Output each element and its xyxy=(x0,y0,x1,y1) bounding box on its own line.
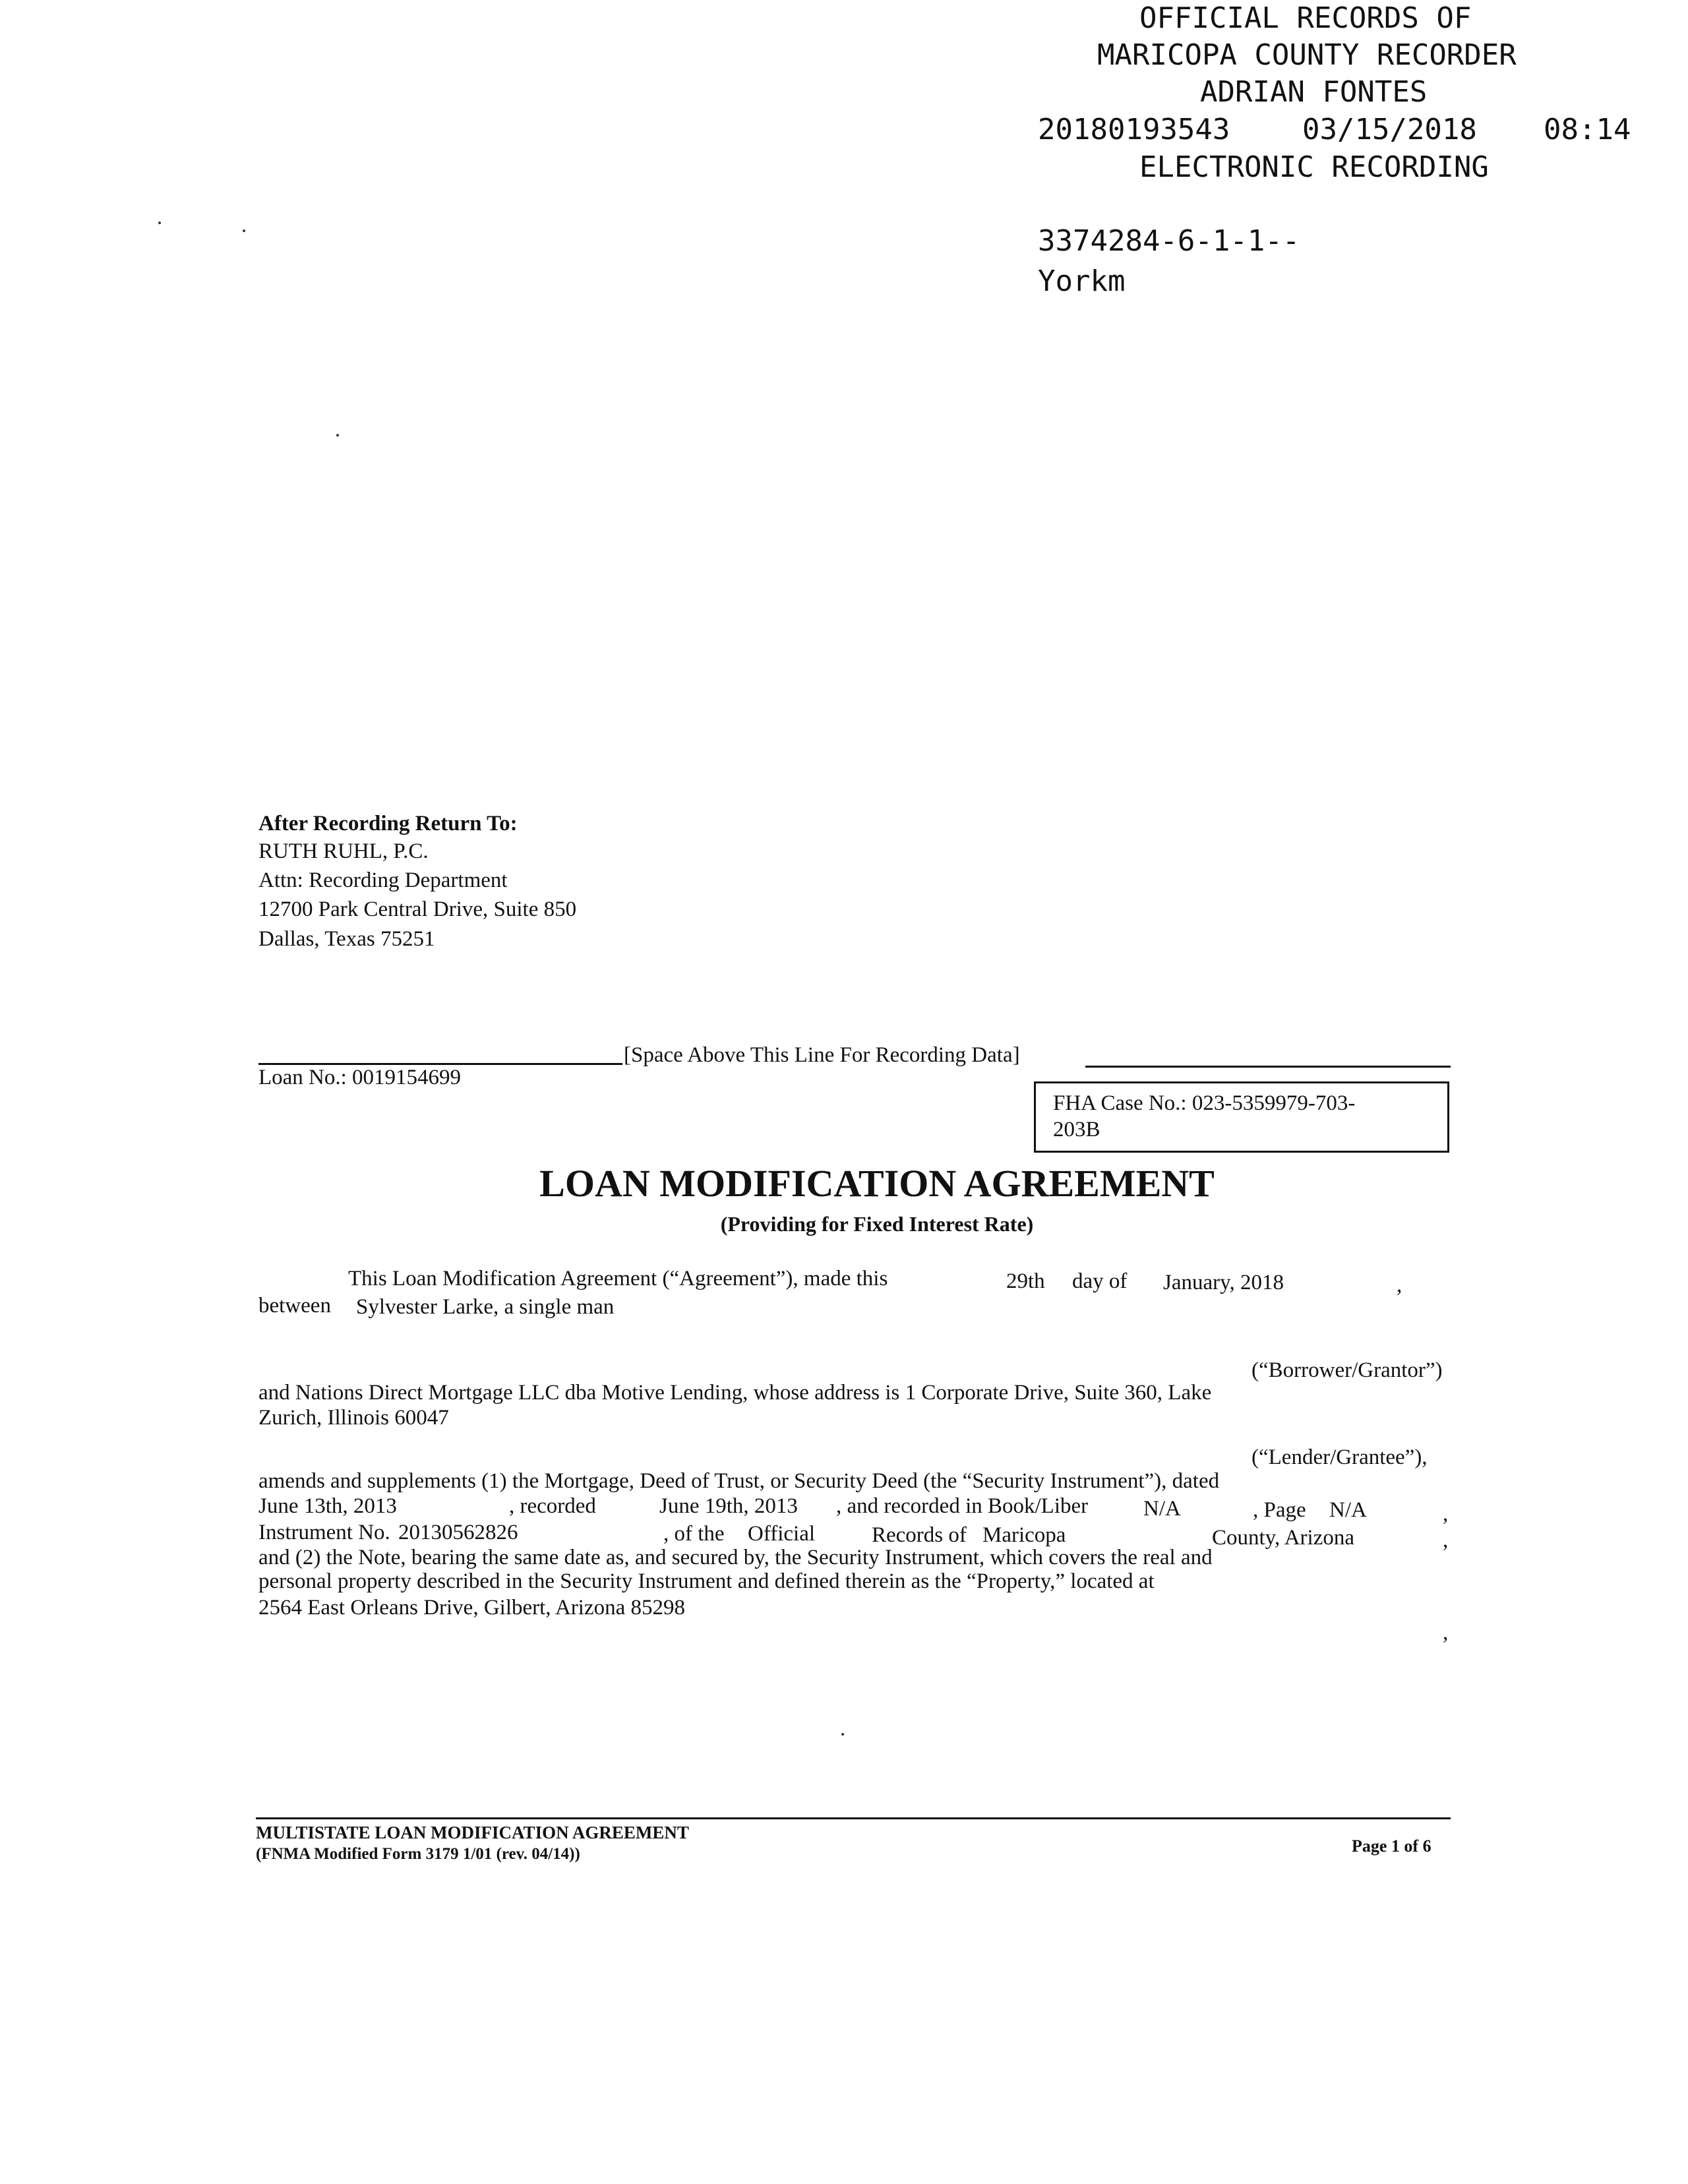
recorded-date: June 19th, 2013 xyxy=(659,1494,798,1518)
property-address: 2564 East Orleans Drive, Gilbert, Arizona 85298 xyxy=(258,1596,686,1620)
amends-text: amends and supplements (1) the Mortgage, Deed of Trust, or Security Deed (the “Security Instrument”), dated xyxy=(258,1469,1220,1493)
county-comma: , xyxy=(1443,1529,1449,1552)
intro-text: This Loan Modification Agreement (“Agreement”), made this xyxy=(348,1267,888,1290)
of-the-label: , of the xyxy=(663,1522,725,1546)
footer-rule xyxy=(256,1817,1451,1819)
return-to-attn: Attn: Recording Department xyxy=(258,868,508,892)
recording-line-right xyxy=(1085,1066,1451,1068)
borrower-name: Sylvester Larke, a single man xyxy=(356,1295,615,1319)
stamp-doc-number: 20180193543 xyxy=(1038,113,1230,146)
document-subtitle: (Providing for Fixed Interest Rate) xyxy=(720,1212,1034,1236)
return-to-street: 12700 Park Central Drive, Suite 850 xyxy=(258,897,577,921)
between-label: between xyxy=(258,1294,331,1318)
fha-case-line-2: 203B xyxy=(1053,1118,1100,1141)
return-to-heading: After Recording Return To: xyxy=(258,812,518,835)
stamp-line-2: MARICOPA COUNTY RECORDER xyxy=(1097,38,1517,72)
page-label: , Page xyxy=(1253,1498,1306,1522)
stamp-ref-user: Yorkm xyxy=(1038,264,1126,298)
lender-line-2: Zurich, Illinois 60047 xyxy=(258,1406,449,1430)
agreement-day: 29th xyxy=(1006,1269,1045,1293)
official-label: Official xyxy=(748,1522,816,1546)
return-to-name: RUTH RUHL, P.C. xyxy=(258,839,429,863)
scan-speck xyxy=(243,229,245,232)
county-state: County, Arizona xyxy=(1212,1526,1354,1550)
borrower-role: (“Borrower/Grantor”) xyxy=(1251,1358,1443,1382)
county-name: Maricopa xyxy=(982,1523,1066,1547)
stamp-line-1: OFFICIAL RECORDS OF xyxy=(1139,1,1472,35)
scan-speck xyxy=(158,222,161,224)
book-label: , and recorded in Book/Liber xyxy=(836,1494,1089,1518)
instrument-number: 20130562826 xyxy=(398,1521,518,1544)
lender-role: (“Lender/Grantee”), xyxy=(1251,1445,1428,1469)
stamp-time: 08:14 xyxy=(1544,113,1631,146)
security-instrument-date: June 13th, 2013 xyxy=(258,1494,397,1518)
fha-case-line-1: FHA Case No.: 023-5359979-703- xyxy=(1053,1091,1356,1115)
loan-number: Loan No.: 0019154699 xyxy=(258,1066,462,1089)
address-comma: , xyxy=(1443,1621,1449,1645)
lender-line-1: and Nations Direct Mortgage LLC dba Motive Lending, whose address is 1 Corporate Drive, Suite 360, Lake xyxy=(258,1381,1212,1405)
page-value: N/A xyxy=(1329,1498,1367,1522)
footer-form-title: MULTISTATE LOAN MODIFICATION AGREEMENT xyxy=(256,1823,689,1842)
day-of-label: day of xyxy=(1072,1269,1128,1293)
scan-speck xyxy=(336,434,339,437)
stamp-ref-code: 3374284-6-1-1-- xyxy=(1038,224,1300,258)
intro-comma: , xyxy=(1397,1273,1402,1297)
note-line-2: personal property described in the Security Instrument and defined therein as the “Property,” located at xyxy=(258,1569,1155,1593)
fha-case-box xyxy=(1034,1081,1449,1153)
note-line-1: and (2) the Note, bearing the same date as, and secured by, the Security Instrument, which covers the real and xyxy=(258,1546,1213,1569)
return-to-city: Dallas, Texas 75251 xyxy=(258,927,435,951)
recorded-label: , recorded xyxy=(509,1494,596,1518)
agreement-month-year: January, 2018 xyxy=(1163,1271,1284,1294)
stamp-method: ELECTRONIC RECORDING xyxy=(1139,150,1489,184)
page-comma: , xyxy=(1443,1502,1449,1526)
footer-page-number: Page 1 of 6 xyxy=(1352,1836,1432,1856)
recording-line-label: [Space Above This Line For Recording Data] xyxy=(624,1043,1020,1067)
book-value: N/A xyxy=(1143,1497,1181,1521)
stamp-line-3: ADRIAN FONTES xyxy=(1200,75,1428,109)
footer-form-code: (FNMA Modified Form 3179 1/01 (rev. 04/14)) xyxy=(256,1845,580,1863)
records-of-label: Records of xyxy=(872,1523,967,1547)
stamp-date: 03/15/2018 xyxy=(1302,113,1477,146)
scan-speck xyxy=(841,1733,844,1736)
document-title: LOAN MODIFICATION AGREEMENT xyxy=(539,1162,1215,1205)
instrument-label: Instrument No. xyxy=(258,1521,390,1544)
